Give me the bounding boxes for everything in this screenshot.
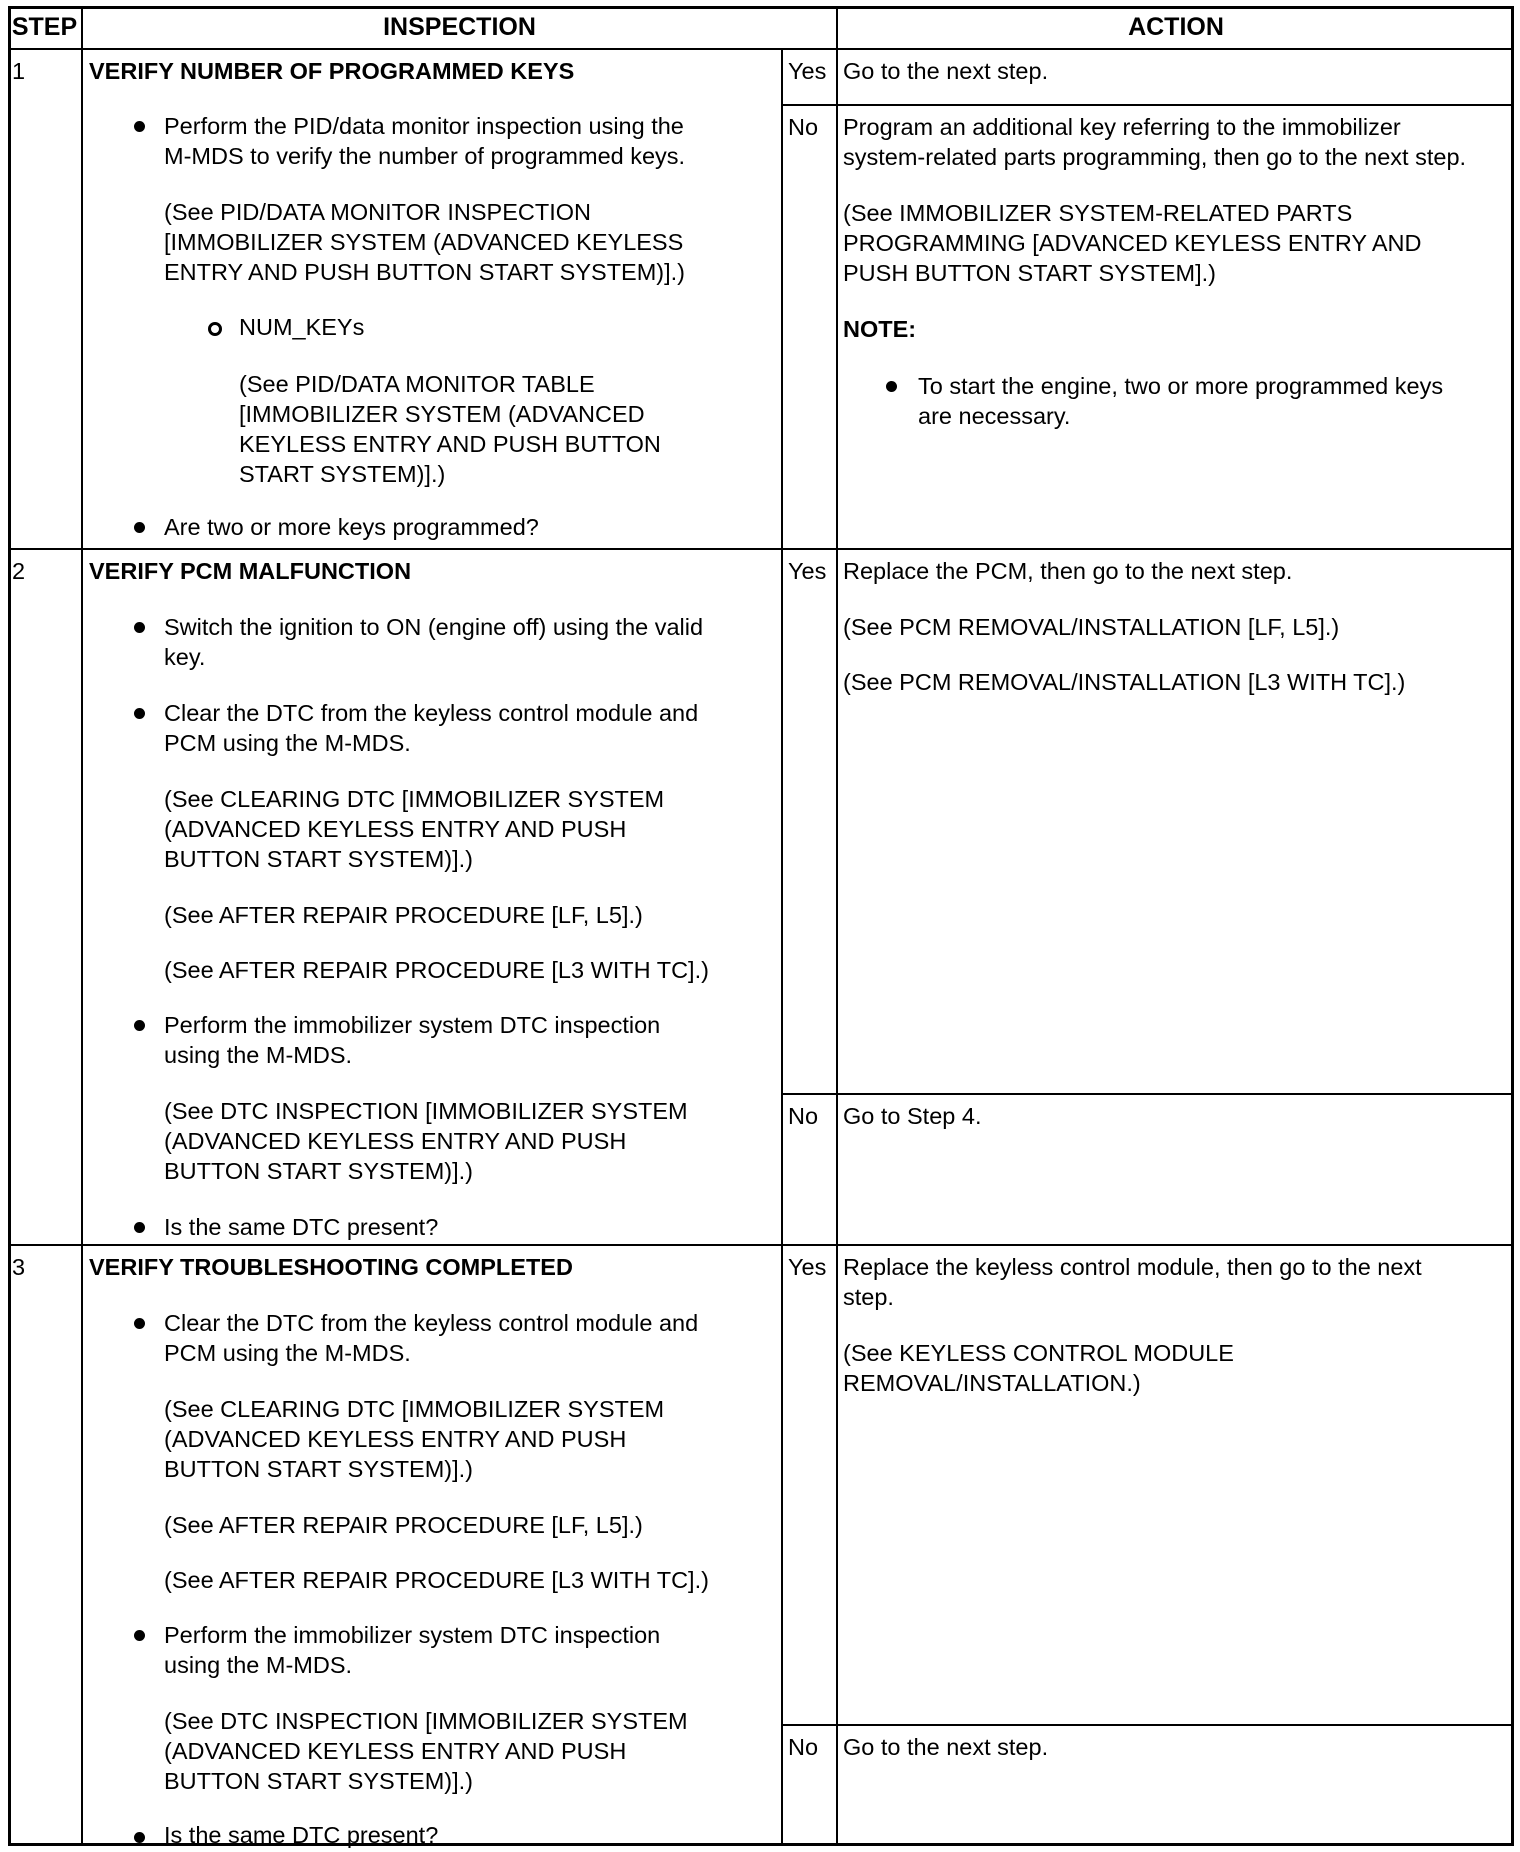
- reference-text: (See PCM REMOVAL/INSTALLATION [L3 WITH TC].): [843, 669, 1406, 695]
- reference-text: (See CLEARING DTC [IMMOBILIZER SYSTEM (ADVANCED KEYLESS ENTRY AND PUSH BUTTON START SYSTEM)].): [164, 1396, 665, 1482]
- step-title: VERIFY TROUBLESHOOTING COMPLETED: [89, 1254, 573, 1280]
- monitor-item: NUM_KEYs: [239, 314, 365, 340]
- reference-text: (See AFTER REPAIR PROCEDURE [L3 WITH TC].): [164, 957, 709, 983]
- yes-action: Go to the next step.: [843, 58, 1049, 84]
- bullet-icon: [134, 1222, 145, 1233]
- step-number: 2: [12, 558, 26, 584]
- no-label: No: [788, 1103, 819, 1129]
- step-title: VERIFY NUMBER OF PROGRAMMED KEYS: [89, 58, 575, 84]
- step-number: 1: [12, 58, 26, 84]
- no-label: No: [788, 114, 819, 140]
- row-divider: [781, 1724, 1514, 1726]
- column-divider: [836, 6, 838, 1846]
- inspection-question: Is the same DTC present?: [164, 1822, 439, 1848]
- bullet-icon: [134, 1020, 145, 1031]
- bullet-icon: [134, 121, 145, 132]
- bullet-icon: [134, 1630, 145, 1641]
- inspection-item: Clear the DTC from the keyless control module and PCM using the M-MDS.: [164, 1310, 699, 1366]
- no-action: Go to the next step.: [843, 1734, 1049, 1760]
- inspection-question: Is the same DTC present?: [164, 1214, 439, 1240]
- reference-text: (See AFTER REPAIR PROCEDURE [LF, L5].): [164, 1512, 643, 1538]
- reference-text: (See AFTER REPAIR PROCEDURE [LF, L5].): [164, 902, 643, 928]
- bullet-icon: [134, 1318, 145, 1329]
- inspection-item: Switch the ignition to ON (engine off) using the valid key.: [164, 614, 704, 670]
- yes-label: Yes: [788, 1254, 827, 1280]
- step-title: VERIFY PCM MALFUNCTION: [89, 558, 412, 584]
- header-action: ACTION: [1128, 13, 1224, 41]
- bullet-icon: [886, 381, 897, 392]
- bullet-icon: [134, 1832, 145, 1843]
- reference-text: (See CLEARING DTC [IMMOBILIZER SYSTEM (ADVANCED KEYLESS ENTRY AND PUSH BUTTON START SYSTEM)].): [164, 786, 665, 872]
- circle-bullet-icon: [208, 322, 222, 336]
- note-label: NOTE:: [843, 316, 917, 342]
- yes-label: Yes: [788, 58, 827, 84]
- row-divider: [781, 1093, 1514, 1095]
- reference-text: (See IMMOBILIZER SYSTEM-RELATED PARTS PROGRAMMING [ADVANCED KEYLESS ENTRY AND PUSH BUTTON START SYSTEM].): [843, 200, 1422, 286]
- bullet-icon: [134, 622, 145, 633]
- row-divider: [8, 548, 1514, 550]
- reference-text: (See AFTER REPAIR PROCEDURE [L3 WITH TC].): [164, 1567, 709, 1593]
- note-text: To start the engine, two or more programmed keys are necessary.: [918, 373, 1444, 429]
- reference-text: (See PID/DATA MONITOR INSPECTION [IMMOBILIZER SYSTEM (ADVANCED KEYLESS ENTRY AND PUSH BUTTON START SYSTEM)].): [164, 199, 686, 285]
- header-inspection: INSPECTION: [383, 13, 536, 41]
- bullet-icon: [134, 522, 145, 533]
- header-step: STEP: [11, 13, 78, 41]
- inspection-item: Perform the PID/data monitor inspection using the M-MDS to verify the number of programmed keys.: [164, 113, 686, 169]
- bullet-icon: [134, 708, 145, 719]
- yes-label: Yes: [788, 558, 827, 584]
- no-label: No: [788, 1734, 819, 1760]
- no-action: Program an additional key referring to the immobilizer system-related parts programming, then go to the next step.: [843, 114, 1467, 170]
- row-divider: [781, 104, 1514, 106]
- reference-text: (See KEYLESS CONTROL MODULE REMOVAL/INSTALLATION.): [843, 1340, 1234, 1396]
- yes-action: Replace the PCM, then go to the next step.: [843, 558, 1293, 584]
- header-divider: [8, 48, 1514, 50]
- yes-action: Replace the keyless control module, then go to the next step.: [843, 1254, 1422, 1310]
- row-divider: [8, 1244, 1514, 1246]
- reference-text: (See DTC INSPECTION [IMMOBILIZER SYSTEM (ADVANCED KEYLESS ENTRY AND PUSH BUTTON START SYSTEM)].): [164, 1098, 688, 1184]
- inspection-item: Clear the DTC from the keyless control module and PCM using the M-MDS.: [164, 700, 699, 756]
- inspection-item: Perform the immobilizer system DTC inspection using the M-MDS.: [164, 1622, 661, 1678]
- column-divider: [781, 48, 783, 1846]
- step-number: 3: [12, 1254, 26, 1280]
- reference-text: (See PCM REMOVAL/INSTALLATION [LF, L5].): [843, 614, 1340, 640]
- reference-text: (See PID/DATA MONITOR TABLE [IMMOBILIZER SYSTEM (ADVANCED KEYLESS ENTRY AND PUSH BUTTON START SYSTEM)].): [239, 371, 661, 487]
- inspection-question: Are two or more keys programmed?: [164, 514, 539, 540]
- no-action: Go to Step 4.: [843, 1103, 982, 1129]
- inspection-item: Perform the immobilizer system DTC inspection using the M-MDS.: [164, 1012, 661, 1068]
- column-divider: [81, 6, 83, 1846]
- reference-text: (See DTC INSPECTION [IMMOBILIZER SYSTEM (ADVANCED KEYLESS ENTRY AND PUSH BUTTON START SYSTEM)].): [164, 1708, 688, 1794]
